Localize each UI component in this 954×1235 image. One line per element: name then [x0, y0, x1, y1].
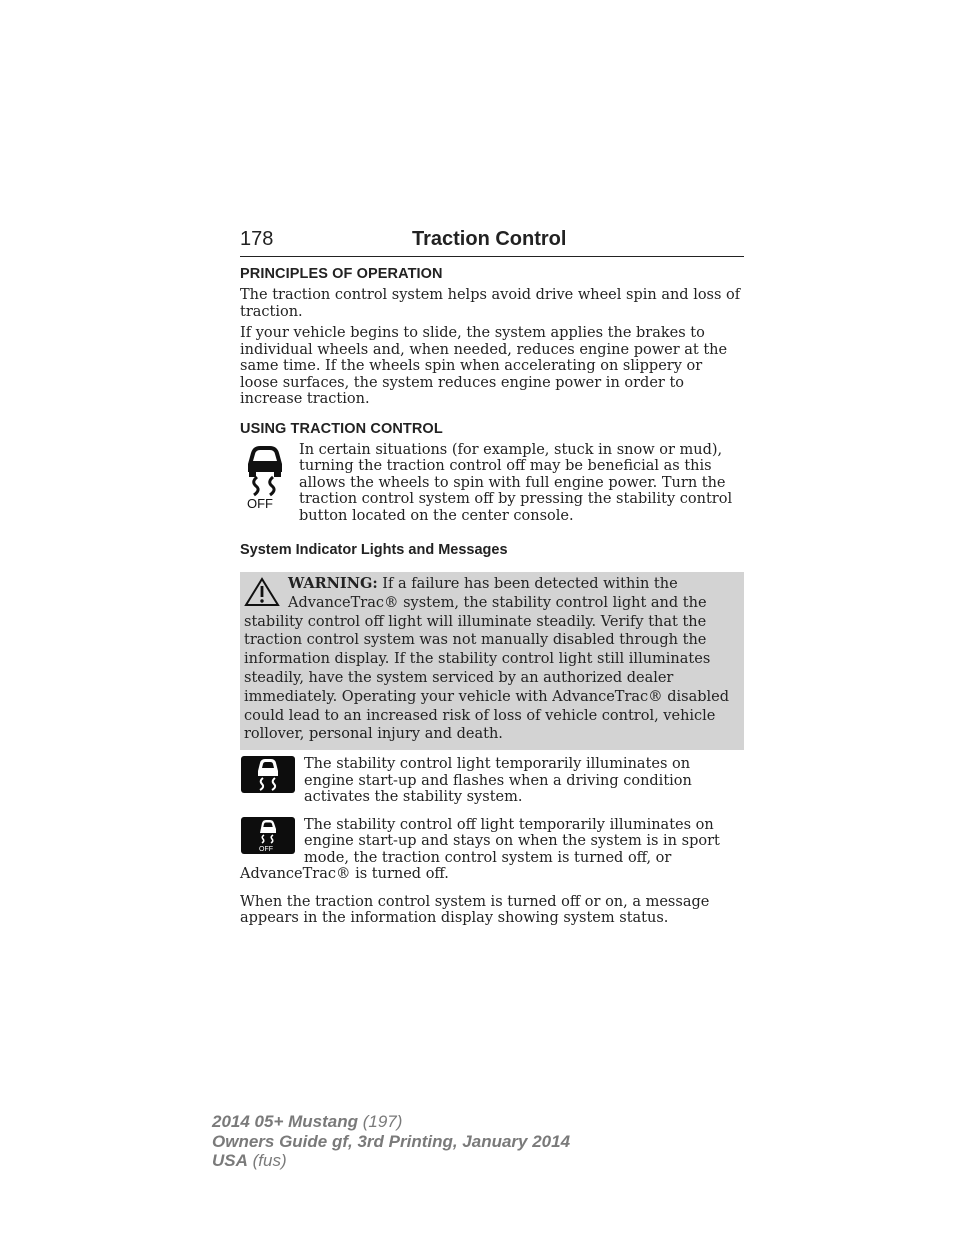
page-title: Traction Control: [412, 228, 567, 250]
stability-control-off-light-icon: [241, 817, 295, 854]
using-traction-control-block: [240, 442, 744, 530]
principles-paragraph-2: If your vehicle begins to slide, the system applies the brakes to individual wheels and, when needed, reduces engine power at the same time. If the wheels spin when accelerating on slippery or loose surfaces, the system reduces engine power in order to increase traction.: [240, 325, 728, 407]
page-header: [240, 228, 744, 257]
svg-text:OFF: OFF: [247, 495, 273, 510]
stability-control-light-text: The stability control light temporarily illuminates on engine start-up and flashes when a driving condition activates the stability system.: [304, 756, 692, 806]
stability-control-light-icon: [241, 756, 295, 793]
traction-control-off-icon: [240, 444, 290, 510]
stability-control-off-light-block: [240, 817, 744, 888]
stability-control-off-light-text: The stability control off light temporarily illuminates on engine start-up and stays on when the system is in sport mode, the traction control system is turned off, or AdvanceTrac® is turned off.: [240, 816, 720, 883]
warning-triangle-icon: [244, 577, 280, 607]
section-heading-principles: PRINCIPLES OF OPERATION: [240, 266, 443, 282]
warning-body: If a failure has been detected within the AdvanceTrac® system, the stability control light and the stability control off light will illuminate steadily. Verify that the traction control system was not manually disabled through the information display. If the stability control light still illuminates steadily, have the system serviced by an authorized dealer immediately. Operating your vehicle with AdvanceTrac® disabled could lead to an increased risk of loss of vehicle control, vehicle rollover, personal injury and death.: [244, 576, 730, 743]
warning-label: WARNING:: [288, 575, 378, 592]
svg-text:OFF: OFF: [259, 845, 273, 853]
page-footer: [212, 1112, 570, 1171]
footer-line-1: 2014 05+ Mustang (197): [212, 1112, 403, 1131]
footer-line-2: Owners Guide gf, 3rd Printing, January 2014: [212, 1131, 571, 1151]
section-heading-indicators: System Indicator Lights and Messages: [240, 542, 508, 558]
principles-paragraph-1: The traction control system helps avoid drive wheel spin and loss of traction.: [240, 287, 741, 320]
page-number: 178: [240, 228, 274, 250]
manual-page: [240, 228, 744, 932]
system-status-message-text: When the traction control system is turned off or on, a message appears in the information display showing system status.: [240, 893, 710, 927]
section-heading-using: USING TRACTION CONTROL: [240, 420, 443, 437]
stability-control-light-block: [240, 756, 744, 811]
warning-box: [240, 572, 744, 750]
footer-line-3: USA (fus): [212, 1151, 287, 1170]
using-traction-control-text: In certain situations (for example, stuck in snow or mud), turning the traction control off may be beneficial as this allows the wheels to spin with full engine power. Turn the traction control system off by pressing the stability control button located on the center console.: [299, 441, 733, 524]
warning-text: [244, 575, 734, 744]
